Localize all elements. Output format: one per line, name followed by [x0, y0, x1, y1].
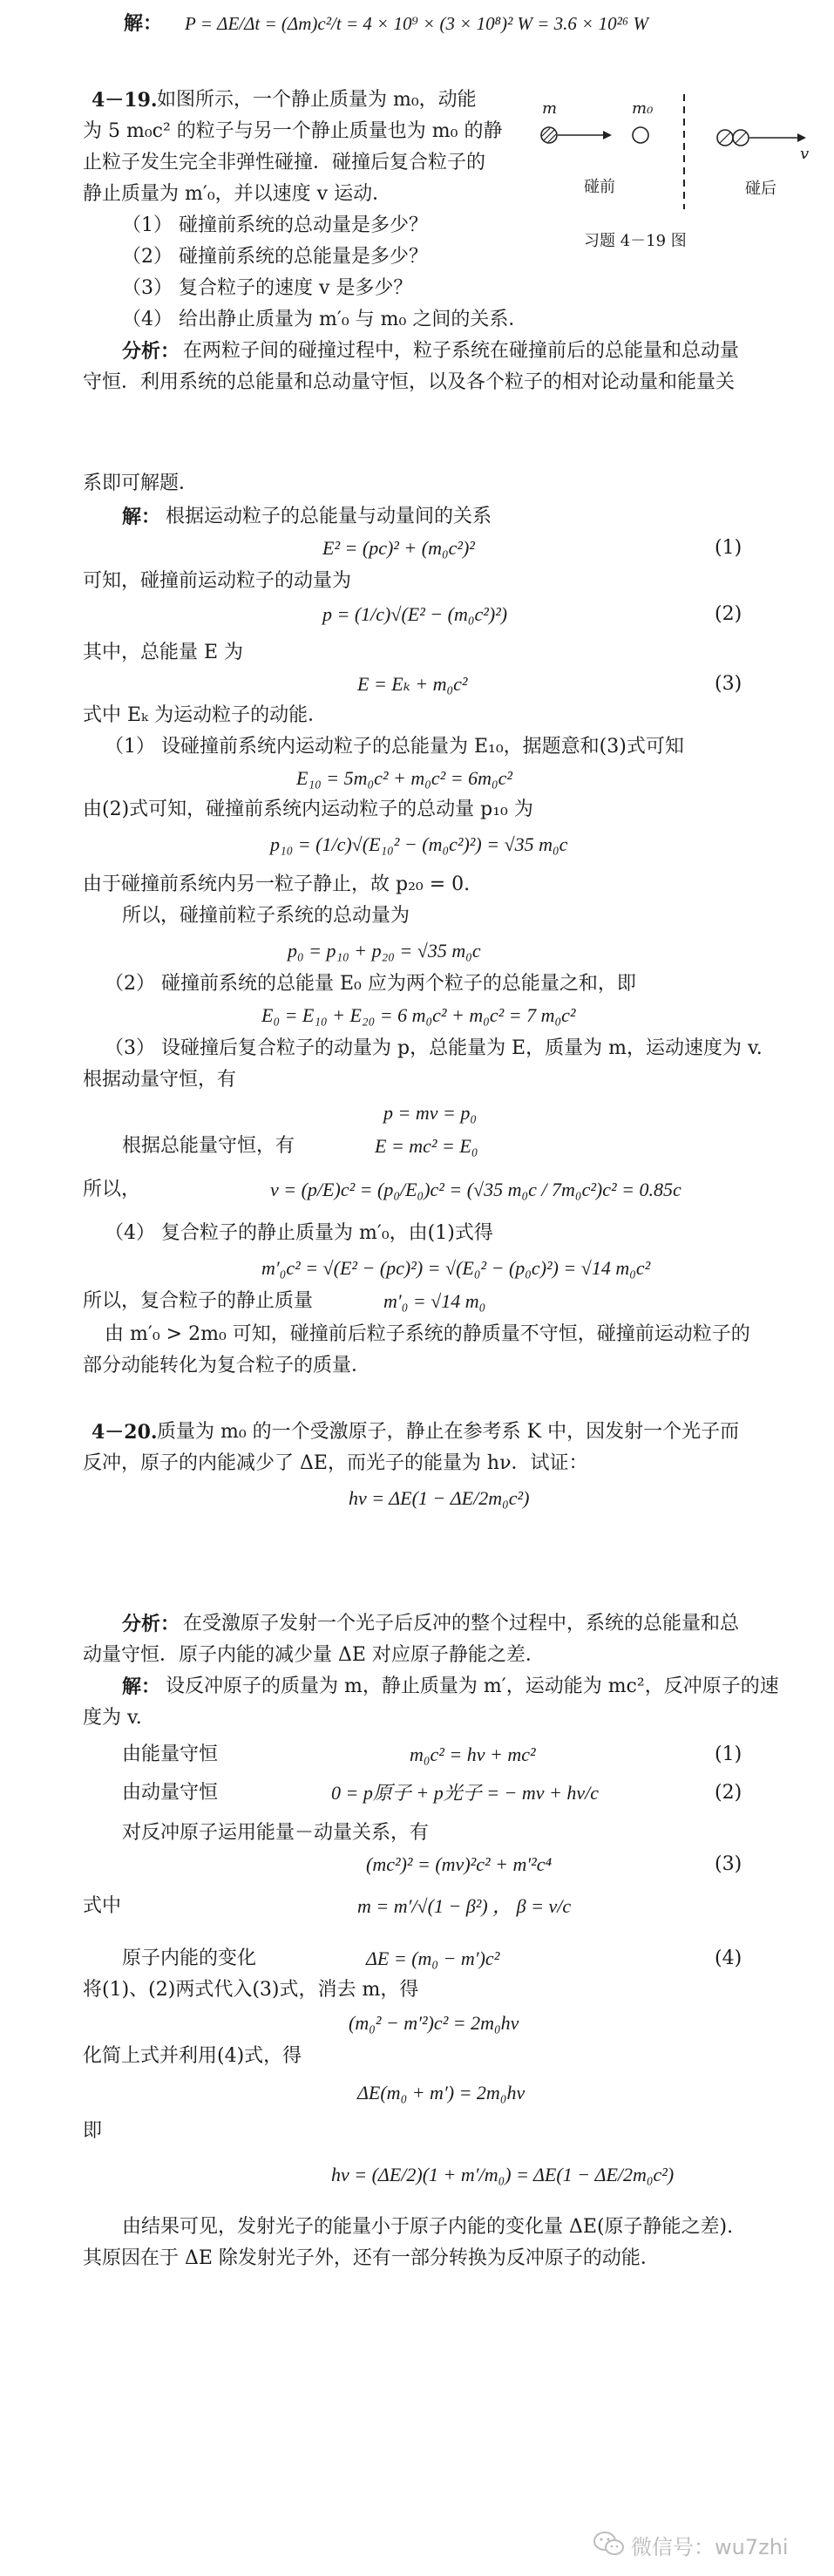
rest-particle [633, 127, 648, 143]
problem-4-19-line-d: （1） 设碰撞前系统内运动粒子的总能量为 E₁₀，据题意和(3)式可知 [105, 736, 684, 758]
problem-4-20-line-f: 即 [83, 2120, 103, 2142]
problem-4-19-conclusion-2: 部分动能转化为复合粒子的质量． [83, 1355, 371, 1376]
problem-4-20-analysis-2: 动量守恒．原子内能的减少量 ΔE 对应原子静能之差． [83, 1644, 545, 1666]
problem-4-20-target-equation: hν = ΔE(1 − ΔE/2m₀c²) [349, 1487, 530, 1509]
problem-4-20-eq3: (mc²)² = (mv)²c² + m′²c⁴ [366, 1853, 553, 1875]
problem-4-19-line-a: 可知，碰撞前运动粒子的动量为 [83, 570, 352, 592]
problem-4-19-eq10: v = (p/E)c² = (p₀/E₀)c² = (√35 m₀c / 7m₀c²)c² = 0.85c [270, 1179, 681, 1200]
problem-4-19-line-f: 由于碰撞前系统内另一粒子静止，故 p₂₀ = 0. [83, 873, 471, 895]
problem-4-20-eq1-number: (1) [715, 1743, 742, 1765]
figure-label-m0: m₀ [632, 99, 654, 118]
problem-4-20-solution-2: 度为 v. [83, 1707, 142, 1729]
problem-4-20-line-e: 化简上式并利用(4)式，得 [83, 2045, 302, 2067]
problem-4-19-eq1: E² = (pc)² + (m₀c²)² [322, 537, 475, 559]
wechat-icon [593, 2530, 626, 2558]
figure-label-before: 碰前 [584, 178, 615, 196]
problem-4-19-line-g: 所以，碰撞前粒子系统的总动量为 [122, 905, 410, 927]
composite-particle [717, 130, 749, 146]
problem-4-19-eq3: E = Eₖ + m₀c² [357, 673, 468, 695]
problem-4-19-eq5: p₁₀ = (1/c)√(E₁₀² − (m₀c²)²) = √35 m₀c [270, 833, 568, 855]
problem-4-20-line-b: 式中 [83, 1895, 122, 1917]
moving-particle [541, 127, 557, 143]
problem-4-20-conclusion-2: 其原因在于 ΔE 除发射光子外，还有一部分转换为反冲原子的动能． [83, 2247, 660, 2269]
figure-label-v: v [800, 145, 810, 163]
problem-4-19-text-4: 静止质量为 m′₀，并以速度 v 运动． [83, 183, 392, 205]
problem-4-19-text-2: 为 5 m₀c² 的粒子与另一个静止质量也为 m₀ 的静 [83, 120, 503, 142]
top-power-equation: P = ΔE/Δt = (Δm)c²/t = 4 × 10⁹ × (3 × 10⁸)² W = 3.6 × 10²⁶ W [185, 13, 648, 34]
problem-4-19-solution-label: 解： [122, 506, 161, 528]
problem-4-19-text-1: 如图所示，一个静止质量为 m₀，动能 [157, 89, 477, 111]
problem-4-19-eq1-number: (1) [715, 537, 742, 559]
problem-4-20-eq5: ΔE = (m₀ − m′)c² [366, 1947, 500, 1969]
problem-4-19-eq11: m′₀c² = √(E² − (pc)²) = √(E₀² − (p₀c)²) = √14 m₀c² [261, 1257, 651, 1279]
problem-4-20-conclusion-1: 由结果可见，发射光子的能量小于原子内能的变化量 ΔE(原子静能之差). [122, 2216, 734, 2238]
problem-4-20-eq7: ΔE(m₀ + m′) = 2m₀hν [357, 2082, 525, 2104]
problem-4-20-text-1: 质量为 m₀ 的一个受激原子，静止在参考系 K 中，因发射一个光子而 [157, 1421, 740, 1443]
figure-label-after: 碰后 [745, 180, 776, 198]
problem-4-20-eq1: m₀c² = hν + mc² [410, 1743, 536, 1765]
problem-4-19-eq6: p₀ = p₁₀ + p₂₀ = √35 m₀c [288, 940, 481, 962]
problem-4-19-question-2: （2） 碰撞前系统的总能量是多少？ [122, 246, 428, 268]
problem-4-19-line-n: 所以，复合粒子的静止质量 [83, 1290, 314, 1312]
problem-4-19-line-j: 根据动量守恒，有 [83, 1069, 237, 1091]
problem-4-19-eq12: m′₀ = √14 m₀ [383, 1290, 486, 1312]
wechat-id-text: 微信号：wu7zhi [631, 2535, 789, 2559]
problem-4-20-line-d: 将(1)、(2)两式代入(3)式，消去 m，得 [83, 1979, 419, 2001]
problem-4-19-line-i: （3） 设碰撞后复合粒子的动量为 p，总能量为 E，质量为 m，运动速度为 v. [105, 1037, 763, 1059]
problem-4-19-analysis-label: 分析： [122, 340, 180, 363]
problem-4-20-momentum-label: 由动量守恒 [122, 1782, 219, 1804]
problem-4-20-number: 4－20. [92, 1421, 158, 1444]
problem-4-19-line-b: 其中，总能量 E 为 [83, 642, 244, 663]
problem-4-19-number: 4－19. [92, 89, 158, 112]
problem-4-19-text-3: 止粒子发生完全非弹性碰撞．碰撞后复合粒子的 [83, 152, 486, 173]
arrow-head-before [603, 131, 612, 139]
problem-4-19-eq3-number: (3) [715, 673, 742, 695]
problem-4-20-eq4: m = m′/√(1 − β²) ， β = v/c [357, 1895, 572, 1917]
problem-4-20-eq8: hν = (ΔE/2)(1 + m′/m₀) = ΔE(1 − ΔE/2m₀c²) [331, 2164, 675, 2185]
problem-4-19-line-h: （2） 碰撞前系统的总能量 E₀ 应为两个粒子的总能量之和，即 [105, 973, 636, 995]
problem-4-19-analysis-2: 守恒．利用系统的总能量和总动量守恒，以及各个粒子的相对论动量和能量关 [83, 371, 736, 393]
problem-4-20-eq2-number: (2) [715, 1782, 742, 1804]
problem-4-20-analysis-label: 分析： [122, 1613, 180, 1635]
arrow-head-after [797, 133, 806, 142]
figure-label-m: m [542, 99, 558, 118]
problem-4-19-question-3: （3） 复合粒子的速度 v 是多少？ [122, 277, 413, 299]
problem-4-19-eq4: E₁₀ = 5m₀c² + m₀c² = 6m₀c² [296, 767, 512, 789]
wechat-watermark [593, 2528, 828, 2563]
problem-4-20-text-2: 反冲，原子的内能减少了 ΔE，而光子的能量为 hν．试证： [83, 1452, 588, 1474]
problem-4-19-line-c: 式中 Eₖ 为运动粒子的动能． [83, 704, 328, 726]
problem-4-20-energy-label: 由能量守恒 [122, 1743, 219, 1765]
problem-4-20-analysis-1: 在受激原子发射一个光子后反冲的整个过程中，系统的总能量和总 [183, 1613, 740, 1635]
problem-4-19-eq2-number: (2) [715, 603, 742, 625]
problem-4-20-solution-1: 设反冲原子的质量为 m，静止质量为 m′，运动能为 mc²，反冲原子的速 [166, 1675, 779, 1697]
problem-4-19-eq7: E₀ = E₁₀ + E₂₀ = 6 m₀c² + m₀c² = 7 m₀c² [261, 1004, 576, 1026]
problem-4-19-line-m: （4） 复合粒子的静止质量为 m′₀，由(1)式得 [105, 1222, 493, 1244]
problem-4-20-eq2: 0 = p原子 + p光子 = − mv + hν/c [331, 1782, 600, 1804]
problem-4-19-line-l: 所以， [83, 1179, 141, 1200]
problem-4-19-conclusion-1: 由 m′₀ > 2m₀ 可知，碰撞前后粒子系统的静质量不守恒，碰撞前运动粒子的 [105, 1323, 750, 1345]
problem-4-19-question-1: （1） 碰撞前系统的总动量是多少？ [122, 214, 428, 236]
problem-4-19-analysis-3: 系即可解题． [83, 472, 199, 494]
problem-4-19-solution-intro: 根据运动粒子的总能量与动量间的关系 [166, 506, 492, 527]
problem-4-20-eq3-number: (3) [715, 1853, 742, 1875]
problem-4-19-eq9: E = mc² = E₀ [375, 1135, 478, 1157]
problem-4-20-solution-label: 解： [122, 1675, 161, 1698]
problem-4-20-line-c: 原子内能的变化 [122, 1947, 257, 1969]
collision-figure [532, 87, 819, 218]
problem-4-19-line-e: 由(2)式可知，碰撞前系统内运动粒子的总动量 p₁₀ 为 [83, 799, 533, 820]
problem-4-19-question-4: （4） 给出静止质量为 m′₀ 与 m₀ 之间的关系． [122, 309, 528, 330]
problem-4-19-line-k: 根据总能量守恒，有 [122, 1135, 295, 1157]
problem-4-20-eq6: (m₀² − m′²)c² = 2m₀hν [349, 2012, 519, 2034]
problem-4-19-eq8: p = mv = p₀ [383, 1102, 477, 1124]
problem-4-20-line-a: 对反冲原子运用能量－动量关系，有 [122, 1822, 430, 1844]
figure-caption: 习题 4－19 图 [584, 232, 687, 250]
top-solution-label: 解： [124, 12, 163, 35]
problem-4-20-eq5-number: (4) [715, 1947, 742, 1969]
problem-4-19-eq2: p = (1/c)√(E² − (m₀c²)²) [322, 603, 508, 625]
problem-4-19-analysis-1: 在两粒子间的碰撞过程中，粒子系统在碰撞前后的总能量和总动量 [183, 340, 740, 362]
